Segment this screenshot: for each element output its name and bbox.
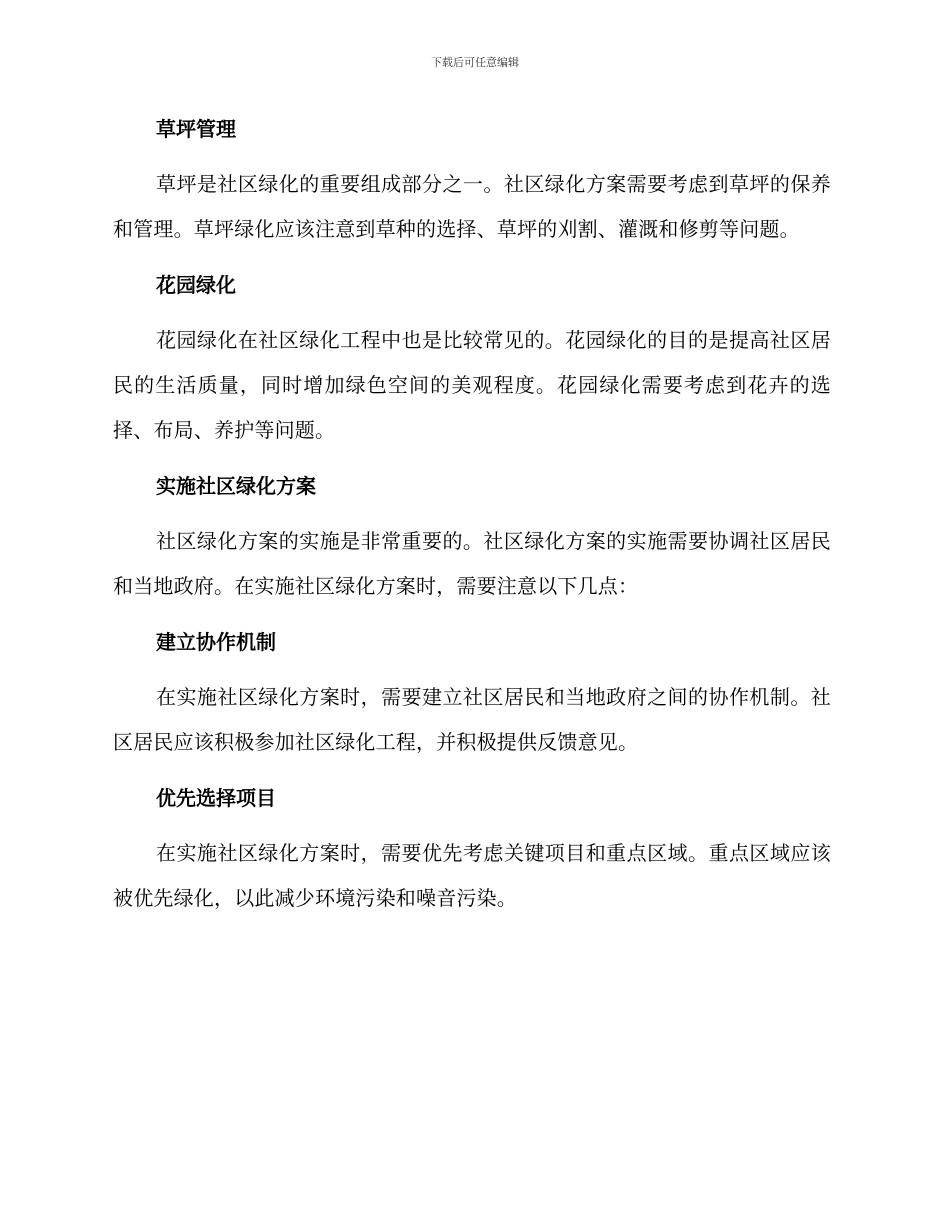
section-heading: 花园绿化 — [156, 273, 236, 297]
section-paragraph: 在实施社区绿化方案时，需要优先考虑关键项目和重点区域。重点区域应该被优先绿化，以此减少环境污染和噪音污染。 — [113, 841, 831, 910]
section-paragraph: 草坪是社区绿化的重要组成部分之一。社区绿化方案需要考虑到草坪的保养和管理。草坪绿化应该注意到草种的选择、草坪的刈割、灌溉和修剪等问题。 — [113, 172, 831, 241]
section-paragraph: 在实施社区绿化方案时，需要建立社区居民和当地政府之间的协作机制。社区居民应该积极参加社区绿化工程，并积极提供反馈意见。 — [113, 685, 831, 754]
section-paragraph: 社区绿化方案的实施是非常重要的。社区绿化方案的实施需要协调社区居民和当地政府。在实施社区绿化方案时，需要注意以下几点： — [113, 529, 831, 598]
section-cooperation-mechanism — [113, 623, 831, 765]
section-paragraph: 花园绿化在社区绿化工程中也是比较常见的。花园绿化的目的是提高社区居民的生活质量，同时增加绿色空间的美观程度。花园绿化需要考虑到花卉的选择、布局、养护等问题。 — [113, 328, 831, 442]
section-priority-projects — [113, 779, 831, 921]
section-heading: 草坪管理 — [156, 117, 236, 141]
document-body — [113, 110, 831, 935]
section-heading: 优先选择项目 — [156, 786, 276, 810]
section-implement-plan — [113, 467, 831, 609]
section-heading: 建立协作机制 — [156, 630, 276, 654]
section-lawn-management — [113, 110, 831, 252]
section-heading: 实施社区绿化方案 — [156, 474, 316, 498]
page-header-note: 下载后可任意编辑 — [431, 56, 519, 69]
section-garden-greening — [113, 266, 831, 453]
